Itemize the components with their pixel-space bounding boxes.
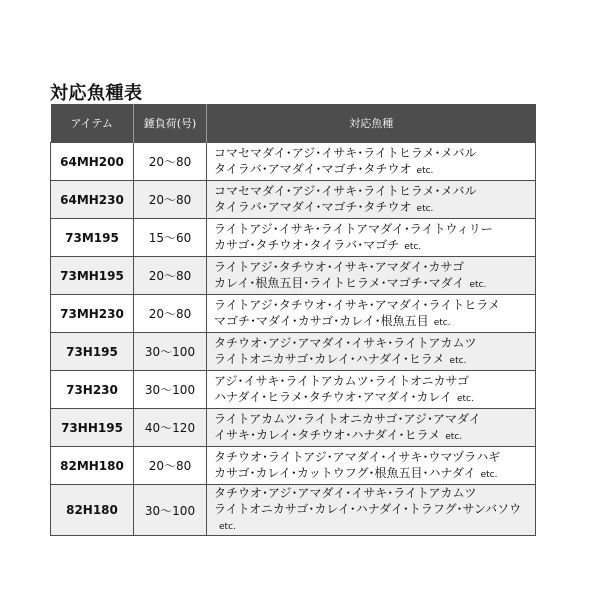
- item-cell: 73H195: [51, 333, 134, 371]
- table-row: [51, 143, 536, 181]
- fish-cell: [207, 143, 536, 181]
- table-row: [51, 295, 536, 333]
- header-load: 錘負荷(号): [134, 104, 207, 143]
- fish-line-1: タチウオ･アジ･アマダイ･イサキ･ライトアカムツ: [214, 335, 477, 350]
- table-row: [51, 447, 536, 485]
- item-cell: 64MH200: [51, 143, 134, 181]
- item-cell: 73MH195: [51, 257, 134, 295]
- table-row: [51, 181, 536, 219]
- etc-label: etc.: [445, 431, 463, 442]
- load-cell: 30～100: [134, 485, 207, 536]
- fish-line-2: [214, 389, 535, 407]
- table-row: [51, 219, 536, 257]
- load-cell: 40～120: [134, 409, 207, 447]
- etc-label: etc.: [416, 165, 434, 176]
- fish-cell: [207, 295, 536, 333]
- fish-line-2: [214, 161, 535, 179]
- fish-line-2-text: イサキ･カレイ･タチウオ･ハナダイ･ヒラメ: [214, 427, 441, 442]
- table-row: [51, 409, 536, 447]
- fish-line-1: ライトアジ･イサキ･ライトアマダイ･ライトウィリー: [214, 221, 493, 236]
- etc-label: etc.: [404, 241, 422, 252]
- fish-line-2: [214, 199, 535, 217]
- fish-line-2: [214, 237, 535, 255]
- table-row: [51, 371, 536, 409]
- fish-line-1: コマセマダイ･アジ･イサキ･ライトヒラメ･メバル: [214, 183, 477, 198]
- fish-line-2: [214, 313, 535, 331]
- etc-label: etc.: [449, 355, 467, 366]
- load-cell: 20～80: [134, 181, 207, 219]
- load-cell: 20～80: [134, 295, 207, 333]
- fish-cell: [207, 333, 536, 371]
- etc-label: etc.: [416, 203, 434, 214]
- fish-line-2: [214, 465, 535, 483]
- fish-cell: [207, 447, 536, 485]
- table-row: [51, 333, 536, 371]
- fish-cell: [207, 257, 536, 295]
- fish-cell: [207, 219, 536, 257]
- item-cell: 73M195: [51, 219, 134, 257]
- item-cell: 64MH230: [51, 181, 134, 219]
- table-header-row: [51, 104, 536, 143]
- fish-cell: [207, 485, 536, 536]
- etc-label: etc.: [480, 469, 498, 480]
- item-cell: 82MH180: [51, 447, 134, 485]
- fish-species-table: [50, 104, 536, 536]
- load-cell: 20～80: [134, 257, 207, 295]
- table-row: [51, 257, 536, 295]
- load-cell: 15～60: [134, 219, 207, 257]
- fish-line-2-text: タイラバ･アマダイ･マゴチ･タチウオ: [214, 199, 412, 214]
- fish-line-2-text: マゴチ･マダイ･カサゴ･カレイ･根魚五目: [214, 313, 429, 328]
- fish-line-1: ライトアジ･タチウオ･イサキ･アマダイ･ライトヒラメ: [214, 297, 500, 312]
- fish-line-2: [214, 275, 535, 293]
- load-cell: 20～80: [134, 143, 207, 181]
- item-cell: 73HH195: [51, 409, 134, 447]
- fish-line-2-text: ライトオニカサゴ･カレイ･ハナダイ･トラフグ･サンバソウ: [214, 502, 522, 516]
- fish-line-2-text: カレイ･根魚五目･ライトヒラメ･マゴチ･マダイ: [214, 275, 465, 290]
- fish-line-2-text: カサゴ･タチウオ･タイラバ･マゴチ: [214, 237, 400, 252]
- etc-label: etc.: [219, 522, 236, 532]
- fish-line-1: ライトアカムツ･ライトオニカサゴ･アジ･アマダイ: [214, 411, 481, 426]
- fish-line-2: [214, 427, 535, 445]
- fish-line-2-text: カサゴ･カレイ･カットウフグ･根魚五目･ハナダイ: [214, 465, 476, 480]
- fish-line-1: アジ･イサキ･ライトアカムツ･ライトオニカサゴ: [214, 373, 470, 388]
- item-cell: 73H230: [51, 371, 134, 409]
- fish-line-2: [214, 351, 535, 369]
- fish-line-2: [214, 501, 535, 535]
- page-title: 対応魚種表: [50, 83, 143, 104]
- fish-line-2-text: タイラバ･アマダイ･マゴチ･タチウオ: [214, 161, 412, 176]
- header-fish: 対応魚種: [207, 104, 536, 143]
- fish-line-1: タチウオ･ライトアジ･アマダイ･イサキ･ウマヅラハギ: [214, 449, 501, 464]
- fish-line-2-text: ライトオニカサゴ･カレイ･ハナダイ･ヒラメ: [214, 351, 445, 366]
- fish-line-1: ライトアジ･タチウオ･イサキ･アマダイ･カサゴ: [214, 259, 465, 274]
- load-cell: 30～100: [134, 371, 207, 409]
- fish-line-1: タチウオ･アジ･アマダイ･イサキ･ライトアカムツ: [214, 486, 477, 500]
- fish-cell: [207, 181, 536, 219]
- fish-cell: [207, 409, 536, 447]
- etc-label: etc.: [433, 317, 451, 328]
- load-cell: 20～80: [134, 447, 207, 485]
- fish-line-2-text: ハナダイ･ヒラメ･タチウオ･アマダイ･カレイ: [214, 389, 452, 404]
- load-cell: 30～100: [134, 333, 207, 371]
- table-row: [51, 485, 536, 536]
- item-cell: 73MH230: [51, 295, 134, 333]
- item-cell: 82H180: [51, 485, 134, 536]
- etc-label: etc.: [456, 393, 474, 404]
- fish-cell: [207, 371, 536, 409]
- etc-label: etc.: [469, 279, 487, 290]
- fish-line-1: コマセマダイ･アジ･イサキ･ライトヒラメ･メバル: [214, 145, 477, 160]
- header-item: アイテム: [51, 104, 134, 143]
